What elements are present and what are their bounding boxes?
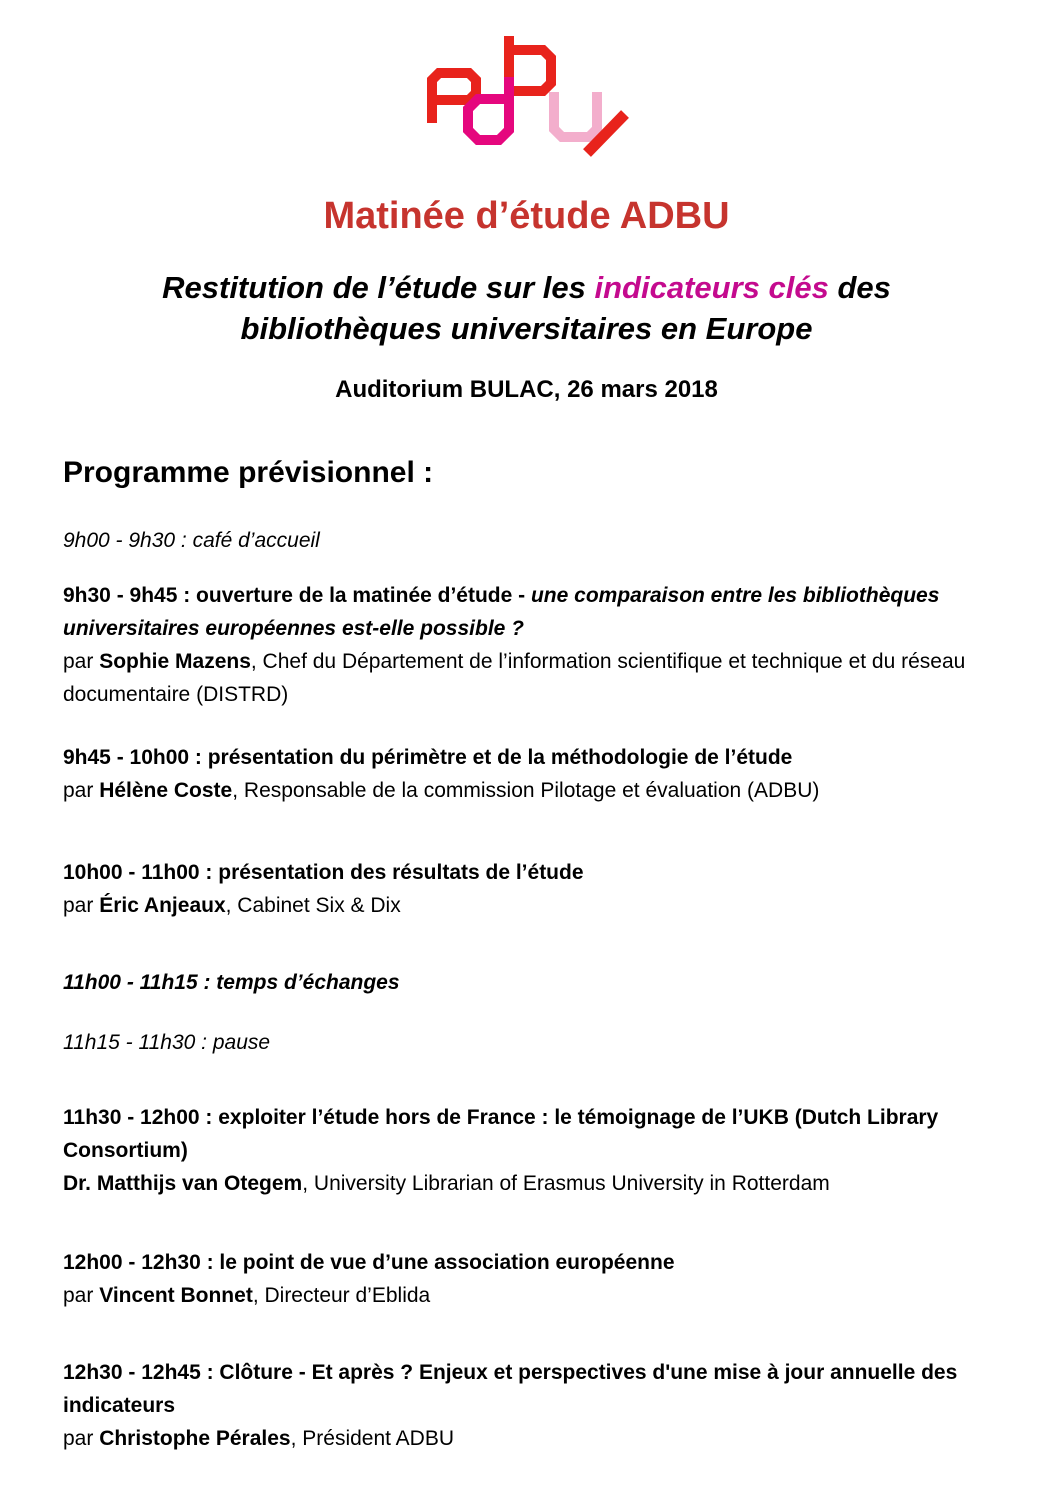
schedule-item-11h00-echanges — [63, 966, 990, 999]
schedule-item-9h45-methodologie — [63, 741, 990, 807]
speaker-role: , University Librarian of Erasmus University in Rotterdam — [302, 1172, 830, 1195]
speaker-role: , Président ADBU — [290, 1427, 454, 1450]
slot-speaker-line — [63, 774, 990, 807]
adbu-logo-graphic — [421, 33, 633, 167]
slot-title-line — [63, 1101, 990, 1167]
schedule-item-9h30-ouverture — [63, 579, 990, 711]
slot-time-title: 9h30 - 9h45 : ouverture de la matinée d’étude - — [63, 584, 531, 607]
slot-time-title: 12h30 - 12h45 : Clôture - Et après ? Enjeux et perspectives d'une mise à jour annuelle des indicateurs — [63, 1361, 958, 1417]
program-heading: Programme prévisionnel : — [63, 456, 434, 489]
slot-speaker-line — [63, 1279, 990, 1312]
logo-letter-u — [554, 92, 597, 137]
document-subtitle — [63, 267, 990, 349]
slot-time-title: 11h15 - 11h30 : pause — [63, 1031, 271, 1054]
slot-title-line — [63, 579, 990, 645]
slot-title-line — [63, 1356, 990, 1422]
document-title: Matinée d’étude ADBU — [323, 195, 730, 237]
slot-title-line — [63, 741, 990, 774]
logo-letter-d-bowl — [468, 97, 509, 140]
slot-title-line — [63, 856, 990, 889]
slot-time-title: 12h00 - 12h30 : le point de vue d’une association européenne — [63, 1251, 675, 1274]
speaker-name: Hélène Coste — [99, 779, 233, 802]
speaker-prefix: par — [63, 894, 100, 917]
slot-title-italic: une comparaison entre les bibliothèques universitaires européennes est-elle possible ? — [63, 584, 940, 640]
speaker-name: Vincent Bonnet — [99, 1284, 253, 1307]
subtitle-highlight: indicateurs clés — [594, 270, 829, 305]
subtitle-text-pre: Restitution de l’étude sur les — [162, 270, 595, 305]
schedule-item-11h30-ukb — [63, 1101, 990, 1200]
slot-speaker-line — [63, 1167, 990, 1200]
speaker-name: Sophie Mazens — [99, 650, 251, 673]
speaker-role: , Chef du Département de l’information scientifique et technique et du réseau documentaire (DISTRD) — [63, 650, 966, 706]
speaker-role: , Directeur d’Eblida — [252, 1284, 431, 1307]
speaker-role: , Responsable de la commission Pilotage et évaluation (ADBU) — [232, 779, 820, 802]
speaker-prefix: par — [63, 650, 100, 673]
schedule-item-11h15-pause — [63, 1026, 990, 1059]
slot-speaker-line — [63, 645, 990, 711]
adbu-logo — [421, 33, 633, 167]
speaker-prefix: par — [63, 779, 100, 802]
speaker-role: , Cabinet Six & Dix — [225, 894, 401, 917]
schedule-item-10h00-resultats — [63, 856, 990, 922]
venue-date-line: Auditorium BULAC, 26 mars 2018 — [335, 376, 718, 403]
logo-letter-b — [509, 50, 551, 91]
slot-time-title: 11h00 - 11h15 : temps d’échanges — [63, 971, 400, 994]
slot-time-title: 11h30 - 12h00 : exploiter l’étude hors de France : le témoignage de l’UKB (Dutch Library Consortium) — [63, 1106, 939, 1162]
speaker-prefix: par — [63, 1427, 100, 1450]
speaker-name: Christophe Pérales — [99, 1427, 291, 1450]
slot-time-title: 9h45 - 10h00 : présentation du périmètre et de la méthodologie de l’étude — [63, 746, 793, 769]
speaker-name: Dr. Matthijs van Otegem — [63, 1172, 303, 1195]
slot-speaker-line — [63, 889, 990, 922]
slot-speaker-line — [63, 1422, 990, 1455]
slot-time-title: 10h00 - 11h00 : présentation des résultats de l’étude — [63, 861, 584, 884]
speaker-prefix: par — [63, 1284, 100, 1307]
schedule-item-9h00-cafe — [63, 524, 990, 557]
slot-title-line — [63, 1246, 990, 1279]
slot-time-title: 9h00 - 9h30 : café d’accueil — [63, 529, 320, 552]
schedule-item-12h30-cloture — [63, 1356, 990, 1455]
subtitle-text-post: des bibliothèques universitaires en Europe — [240, 270, 891, 346]
speaker-name: Éric Anjeaux — [99, 894, 226, 917]
schedule-item-12h00-association — [63, 1246, 990, 1312]
